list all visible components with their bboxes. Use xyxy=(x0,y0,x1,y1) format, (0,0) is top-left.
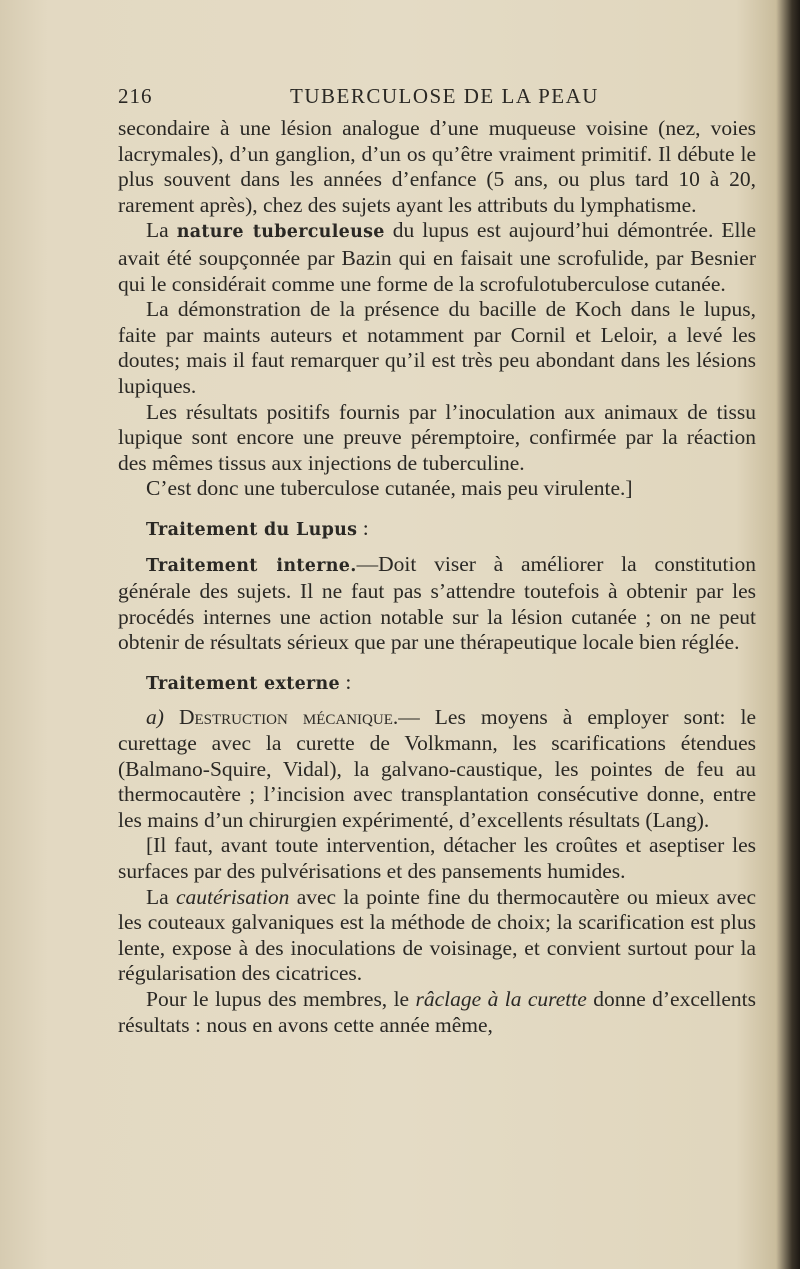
paragraph-text: — Les moyens à employer sont: le curettage avec la curette de Volkmann, les scarifications étendues (Balmano-Squire, Vidal), la galvano-caustique, les pointes de feu au thermocautère ; l’incision avec transplantation consécutive donne, entre les mains d’un chirurgien expérimenté, d’excellents résultats (Lang). xyxy=(118,705,756,832)
running-title: TUBERCULOSE DE LA PEAU xyxy=(290,84,599,108)
paragraph-text: —Doit viser à améliorer la constitution générale des sujets. Il ne faut pas s’attendre toutefois à obtenir par les procédés internes une action notable sur la lésion cutanée ; on ne peut obtenir de résultats sérieux que par une thérapeutique locale bien réglée. xyxy=(118,551,756,655)
paragraph-text: avec la pointe fine du thermocautère ou mieux avec les couteaux galvaniques est la méthode de choix; la scarification est plus lente, expose à des inoculations de voisinage, et convient surtout pour la régularisation des cicatrices. xyxy=(118,884,757,986)
paragraph-internal-treatment xyxy=(118,552,756,656)
paragraph-lead: Pour le lupus des membres, le xyxy=(146,987,410,1011)
paragraph-mechanical-destruction xyxy=(118,705,756,833)
page-header xyxy=(118,84,754,112)
paragraph-continuation xyxy=(118,116,756,218)
paragraph-crusts xyxy=(118,833,756,884)
paragraph-text: secondaire à une lésion analogue d’une muqueuse voisine (nez, voies lacrymales), d’un ganglion, d’un os qu’être vraiment primitif. Il débute le plus souvent dans les années d’enfance (5 ans, ou plus tard 10 à 20, rarement après), chez des sujets ayant les attributs du lymphatisme. xyxy=(118,116,756,217)
bold-term: nature tuberculeuse xyxy=(176,222,385,243)
paragraph-cauterization xyxy=(118,885,756,987)
paragraph-text: La démonstration de la présence du bacille de Koch dans le lupus, faite par maints auteurs et notamment par Cornil et Leloir, a levé les doutes; mais il faut remarquer qu’il est très peu abondant dans les lésions lupiques. xyxy=(118,297,756,398)
paragraph-results xyxy=(118,400,756,477)
italic-term: cautérisation xyxy=(175,884,290,909)
page-body xyxy=(118,116,756,1038)
list-label: a) xyxy=(146,705,164,730)
heading-text: Traitement externe xyxy=(146,673,340,694)
section-heading-external xyxy=(118,670,756,698)
smallcaps-term: Destruction mécanique. xyxy=(178,705,399,730)
heading-suffix: : xyxy=(340,669,352,694)
paragraph-lead: La xyxy=(146,218,169,243)
paragraph-text: [Il faut, avant toute intervention, détacher les croûtes et aseptiser les surfaces par des pulvérisations et des pansements humides. xyxy=(118,833,756,884)
italic-term: râclage à la curette xyxy=(415,987,587,1011)
bold-term: Traitement interne. xyxy=(146,555,357,576)
section-heading-treatment xyxy=(118,516,756,544)
page-number: 216 xyxy=(118,84,153,108)
heading-text: Traitement du Lupus xyxy=(146,519,358,540)
paragraph-nature xyxy=(118,218,756,297)
heading-suffix: : xyxy=(357,515,369,540)
paragraph-conclusion xyxy=(118,476,756,502)
paragraph-text: donne d’excellents résultats : nous en avons cette année même, xyxy=(118,987,757,1037)
paragraph-text: du lupus est aujourd’hui démontrée. Elle avait été soupçonnée par Bazin qui en faisait une scrofulide, par Besnier qui le considérait comme une forme de la scrofulotuberculose cutanée. xyxy=(118,218,756,296)
paragraph-text: Les résultats positifs fournis par l’inoculation aux animaux de tissu lupique sont encore une preuve péremptoire, confirmée par la réaction des mêmes tissus aux injections de tuberculine. xyxy=(118,399,756,475)
paragraph-limbs xyxy=(118,987,756,1038)
paragraph-demonstration xyxy=(118,297,756,399)
paragraph-text: C’est donc une tuberculose cutanée, mais peu virulente.] xyxy=(146,476,633,501)
paragraph-lead: La xyxy=(146,884,169,909)
